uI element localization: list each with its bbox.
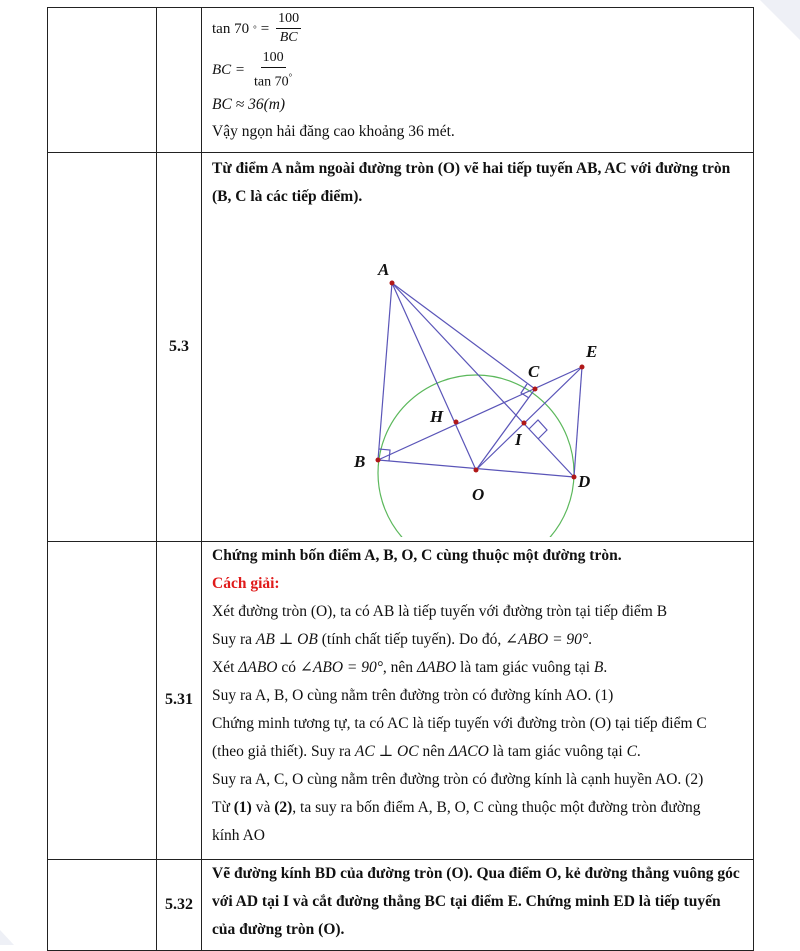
label-i: I [515,429,522,449]
label-a: A [378,259,390,279]
solution-line-3: Xét ΔABO có ∠ABO = 90°, nên ΔABO là tam giác vuông tại B. [212,658,608,676]
segment-be [378,367,582,460]
equation-bc-fraction: BC = $\frac{100}{\tan 70^\circ}$ [212,50,293,90]
equation-tan70: tan 70 ° = $\frac{100}{BC}$ [212,11,300,45]
point-c [533,386,538,391]
label-o: O [472,484,485,504]
table-row-5-32 [48,859,754,950]
left-margin-cell [48,8,157,153]
point-b [376,457,381,462]
segment-ac [392,283,535,389]
segment-oc [476,389,535,470]
left-margin-cell [48,152,157,541]
left-margin-cell [48,859,157,950]
right-angle-i [529,420,547,439]
point-e [580,364,585,369]
segment-ao [392,283,476,470]
solution-line-8: Từ (1) và (2), ta suy ra bốn điểm A, B, O, C cùng thuộc một đường tròn đường [212,798,701,816]
table-row-5-31 [48,541,754,859]
solution-line-2: Suy ra AB ⊥ OB (tính chất tiếp tuyến). Do đó, ∠ABO = 90°. [212,630,593,648]
point-i [522,420,527,425]
segment-oe [476,367,582,470]
content-cell [202,8,754,153]
point-d [572,474,577,479]
label-d: D [578,471,591,491]
problem-statement: Vẽ đường kính BD của đường tròn (O). Qua điểm O, kẻ đường thẳng vuông góc với AD tại I và cắt đường thẳng BC tại điểm E. Chứng minh ED là tiếp tuyến của đường tròn (O). [212,864,740,938]
equation-bc-approx: BC ≈ 36(m) [212,95,286,113]
solution-line-7: Suy ra A, C, O cùng nằm trên đường tròn có đường kính là cạnh huyền AO. (2) [212,770,704,788]
table-row-continuation [48,8,754,153]
label-c: C [528,361,540,381]
solution-line-4: Suy ra A, B, O cùng nằm trên đường tròn có đường kính AO. (1) [212,686,614,704]
segment-ab [378,283,392,460]
geometry-figure [202,217,754,537]
label-e: E [586,341,598,361]
conclusion-text: Vậy ngọn hải đăng cao khoảng 36 mét. [212,122,455,140]
left-margin-cell [48,541,157,859]
segment-ed [574,367,582,477]
solution-line-9: kính AO [212,826,265,844]
point-h [454,419,459,424]
problem-number: 5.32 [157,859,202,950]
label-b: B [354,451,366,471]
solution-line-6: (theo giả thiết). Suy ra AC ⊥ OC nên ΔACO là tam giác vuông tại C. [212,742,641,760]
content-cell [202,859,754,950]
solution-line-5: Chứng minh tương tự, ta có AC là tiếp tuyến với đường tròn (O) tại tiếp điểm C [212,714,707,732]
table-row-5-3 [48,152,754,541]
problem-number: 5.31 [157,541,202,859]
label-h: H [430,406,444,426]
number-cell [157,8,202,153]
solution-table [47,7,754,951]
segment-ad [392,283,574,477]
point-a [390,280,395,285]
circle-o [378,375,574,537]
content-cell [202,541,754,859]
method-label: Cách giải: [212,574,280,592]
problem-number: 5.3 [157,152,202,541]
problem-statement: Từ điểm A nằm ngoài đường tròn (O) vẽ hai tiếp tuyến AB, AC với đường tròn (B, C là các tiếp điểm). [212,159,731,205]
point-o [474,467,479,472]
content-cell [202,152,754,541]
subproblem-title: Chứng minh bốn điểm A, B, O, C cùng thuộc một đường tròn. [212,546,622,564]
solution-line-1: Xét đường tròn (O), ta có AB là tiếp tuyến với đường tròn tại tiếp điểm B [212,602,668,620]
